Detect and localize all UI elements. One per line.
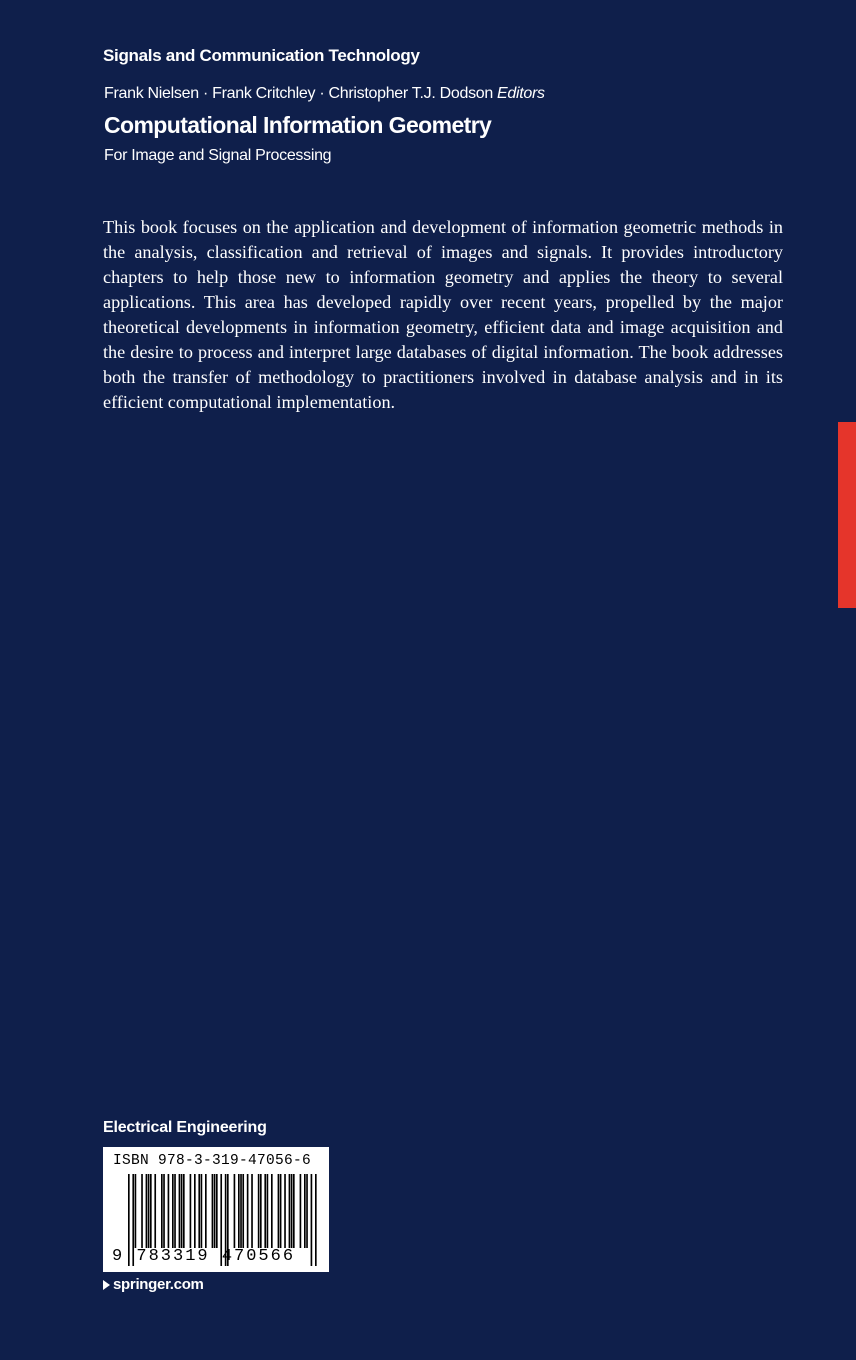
barcode-bar: [258, 1174, 260, 1248]
barcode-bar: [205, 1174, 207, 1248]
barcode-bar: [146, 1174, 148, 1248]
red-accent-tab: [838, 422, 856, 608]
barcode-bar: [271, 1174, 273, 1248]
barcode-bar: [247, 1174, 249, 1248]
barcode-bar: [135, 1174, 137, 1248]
barcode-bar: [300, 1174, 302, 1248]
barcode-bar: [201, 1174, 203, 1248]
barcode-bar: [306, 1174, 308, 1248]
barcode-bar: [150, 1174, 152, 1248]
barcode-bar: [154, 1174, 156, 1248]
barcode-bar: [240, 1174, 242, 1248]
barcode-bar: [293, 1174, 295, 1248]
barcode-bar: [304, 1174, 306, 1248]
series-name: Signals and Communication Technology: [103, 46, 420, 65]
barcode-box: [103, 1147, 329, 1272]
editors-role: Editors: [496, 85, 545, 102]
arrow-icon: [103, 1280, 110, 1290]
book-description: This book focuses on the application and development of information geometric methods in the analysis, classification and retrieval of images and signals. It provides introductory chapters to help those new to information geometry and applies the theory to several applications. This area has developed rapidly over recent years, propelled by the major theoretical developments in information geometry, efficient data and image acquisition and the desire to process and interpret large databases of digital information. The book addresses both the transfer of methodology to practitioners involved in database analysis and in its efficient computational implementation.: [103, 217, 783, 412]
website-text: springer.com: [113, 1276, 204, 1293]
barcode-bar: [194, 1174, 196, 1248]
barcode-bar: [161, 1174, 163, 1248]
barcode-bar: [284, 1174, 286, 1248]
barcode-bar: [216, 1174, 218, 1248]
barcode-bar: [179, 1174, 181, 1248]
barcode-bar: [251, 1174, 253, 1248]
barcode-bar: [278, 1174, 280, 1248]
website-link[interactable]: [103, 1276, 204, 1293]
barcode-bar: [311, 1174, 313, 1266]
barcode-bar: [238, 1174, 240, 1248]
barcode-bar: [148, 1174, 150, 1248]
barcode-digits: 9 783319 470566: [112, 1247, 296, 1266]
barcode-bar: [260, 1174, 262, 1248]
barcode-bar: [315, 1174, 317, 1266]
barcode-bar: [234, 1174, 236, 1248]
barcode-bar: [190, 1174, 192, 1248]
subject-category: Electrical Engineering: [103, 1119, 267, 1136]
editors-line: [104, 85, 545, 103]
book-title: Computational Information Geometry: [104, 112, 492, 138]
isbn-label: ISBN 978-3-319-47056-6: [113, 1153, 312, 1169]
barcode-bar: [267, 1174, 269, 1248]
barcode-bar: [183, 1174, 185, 1248]
barcode-bar: [163, 1174, 165, 1248]
barcode-bar: [141, 1174, 143, 1248]
barcode-bar: [198, 1174, 200, 1248]
barcode-bar: [291, 1174, 293, 1248]
book-subtitle: For Image and Signal Processing: [104, 147, 332, 164]
barcode-bar: [264, 1174, 266, 1248]
editor-names: Frank Nielsen · Frank Critchley · Christopher T.J. Dodson: [104, 85, 493, 102]
barcode-bar: [242, 1174, 244, 1248]
barcode-bar: [212, 1174, 214, 1248]
barcode-bar: [168, 1174, 170, 1248]
barcode-bar: [214, 1174, 216, 1248]
barcode-bar: [181, 1174, 183, 1248]
barcode-bar: [174, 1174, 176, 1248]
barcode-bar: [280, 1174, 282, 1248]
barcode-bar: [172, 1174, 174, 1248]
barcode-bar: [289, 1174, 291, 1248]
